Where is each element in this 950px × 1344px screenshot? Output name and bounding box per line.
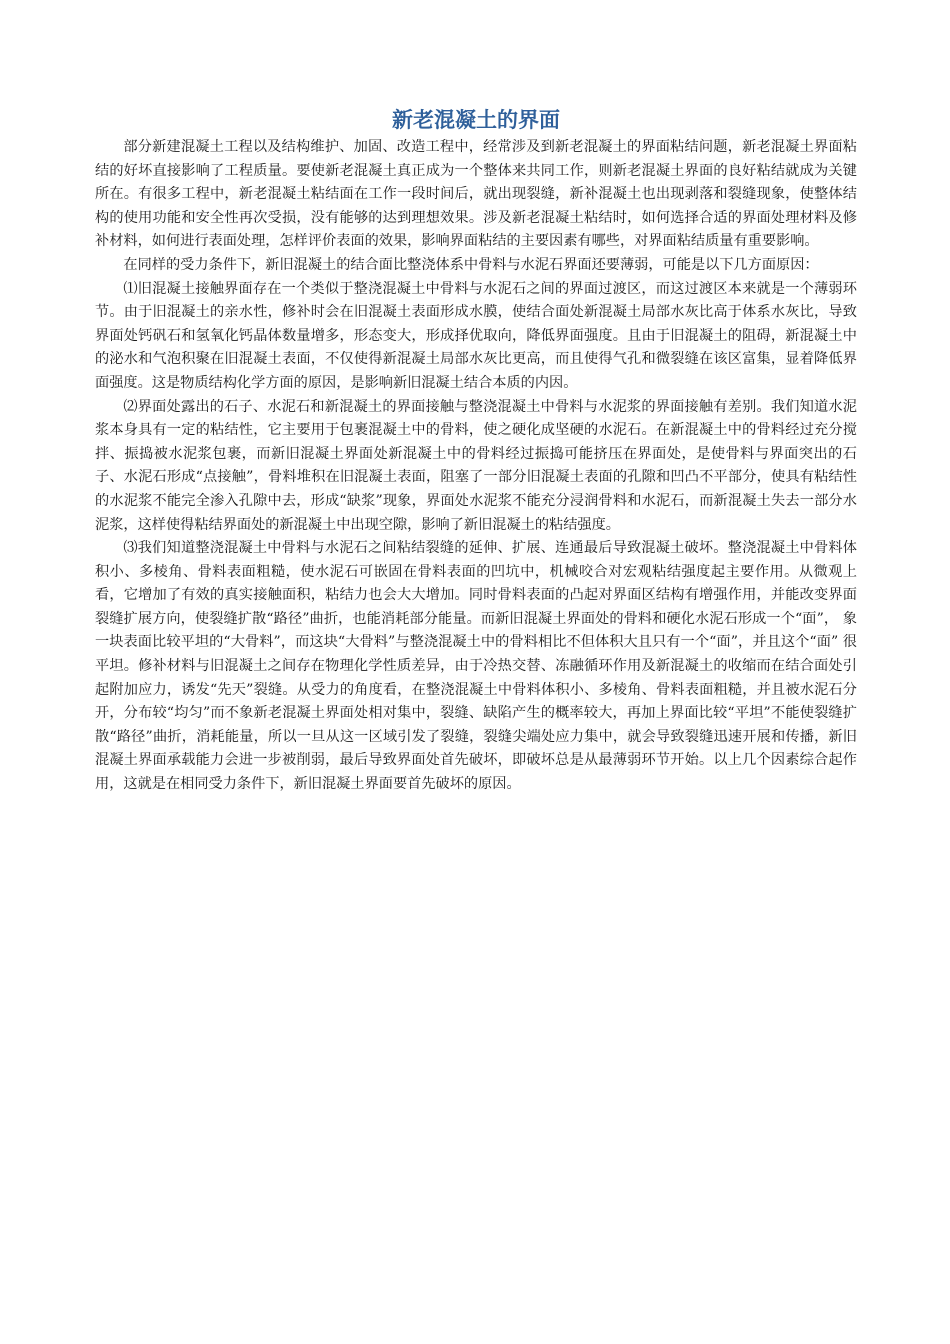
paragraph-reasons-lead: 在同样的受力条件下，新旧混凝土的结合面比整浇体系中骨料与水泥石界面还要薄弱，可能是以下几方面原因： xyxy=(123,256,819,273)
paragraph-intro: 部分新建混凝土工程以及结构维护、加固、改造工程中，经常涉及到新老混凝土的界面粘结问题，新老混凝土界面粘结的好坏直接影响了工程质量。要使新老混凝土真正成为一个整体来共同工作，则新老混凝土界面的良好粘结就成为关键所在。有很多工程中，新老混凝土粘结面在工作一段时间后，就出现裂缝，新补混凝土也出现剥落和裂缝现象，使整体结构的使用功能和安全性再次受损，没有能够的达到理想效果。涉及新老混凝土粘结时，如何选择合适的界面处理材料及修补材料，如何进行表面处理，怎样评价表面的效果，影响界面粘结的主要因素有哪些，对界面粘结质量有重要影响。 xyxy=(95,139,857,250)
paragraph-reason-3: ⑶我们知道整浇混凝土中骨料与水泥石之间粘结裂缝的延伸、扩展、连通最后导致混凝土破坏。整浇混凝土中骨料体积小、多棱角、骨料表面粗糙，使水泥石可嵌固在骨料表面的凹坑中，机械咬合对宏观粘结强度起主要作用。从微观上看，它增加了有效的真实接触面积，粘结力也会大大增加。同时骨料表面的凸起对界面区结构有增强作用，并能改变界面裂缝扩展方向，使裂缝扩散“路径”曲折，也能消耗部分能量。而新旧混凝土界面处的骨料和硬化水泥石形成一个“面”， 象一块表面比较平坦的“大骨料”，而这块“大骨料”与整浇混凝土中的骨料相比不但体积大且只有一个“面”，并且这个“面” 很 平坦。修补材料与旧混凝土之间存在物理化学性质差异，由于冷热交替、冻融循环作用及新混凝土的收缩而在结合面处引起附加应力，诱发“先天”裂缝。从受力的角度看，在整浇混凝土中骨料体积小、多棱角、骨料表面粗糙，并且被水泥石分开，分布较“均匀”而不象新老混凝土界面处相对集中，裂缝、缺陷产生的概率较大，再加上界面比较“平坦”不能使裂缝扩散“路径”曲折，消耗能量，所以一旦从这一区域引发了裂缝，裂缝尖端处应力集中，就会导致裂缝迅速开展和传播，新旧混凝土界面承载能力会进一步被削弱，最后导致界面处首先破坏，即破坏总是从最薄弱环节开始。以上几个因素综合起作用，这就是在相同受力条件下，新旧混凝土界面要首先破坏的原因。 xyxy=(95,540,857,793)
paragraph-reason-2: ⑵界面处露出的石子、水泥石和新混凝土的界面接触与整浇混凝土中骨料与水泥浆的界面接触有差别。我们知道水泥浆本身具有一定的粘结性，它主要用于包裹混凝土中的骨料，使之硬化成坚硬的水泥石。在新混凝土中的骨料经过充分搅拌、振捣被水泥浆包裹，而新旧混凝土界面处新混凝土中的骨料经过振捣可能挤压在界面处，是使骨料与界面突出的石子、水泥石形成“点接触”，骨料堆积在旧混凝土表面，阻塞了一部分旧混凝土表面的孔隙和凹凸不平部分，使具有粘结性的水泥浆不能完全渗入孔隙中去，形成“缺浆”现象，界面处水泥浆不能充分浸润骨料和水泥石，而新混凝土失去一部分水泥浆，这样使得粘结界面处的新混凝土中出现空隙，影响了新旧混凝土的粘结强度。 xyxy=(95,398,857,533)
paragraph-reason-1: ⑴旧混凝土接触界面存在一个类似于整浇混凝土中骨料与水泥石之间的界面过渡区，而这过渡区本来就是一个薄弱环节。由于旧混凝土的亲水性，修补时会在旧混凝土表面形成水膜，使结合面处新混凝土局部水灰比高于体系水灰比，导致界面处钙矾石和氢氧化钙晶体数量增多，形态变大，形成择优取向，降低界面强度。且由于旧混凝土的阻碍，新混凝土中的泌水和气泡积聚在旧混凝土表面，不仅使得新混凝土局部水灰比更高，而且使得气孔和微裂缝在该区富集，显着降低界面强度。这是物质结构化学方面的原因，是影响新旧混凝土结合本质的内因。 xyxy=(95,280,857,391)
document-page xyxy=(95,106,857,797)
document-title: 新老混凝土的界面 xyxy=(392,107,560,132)
